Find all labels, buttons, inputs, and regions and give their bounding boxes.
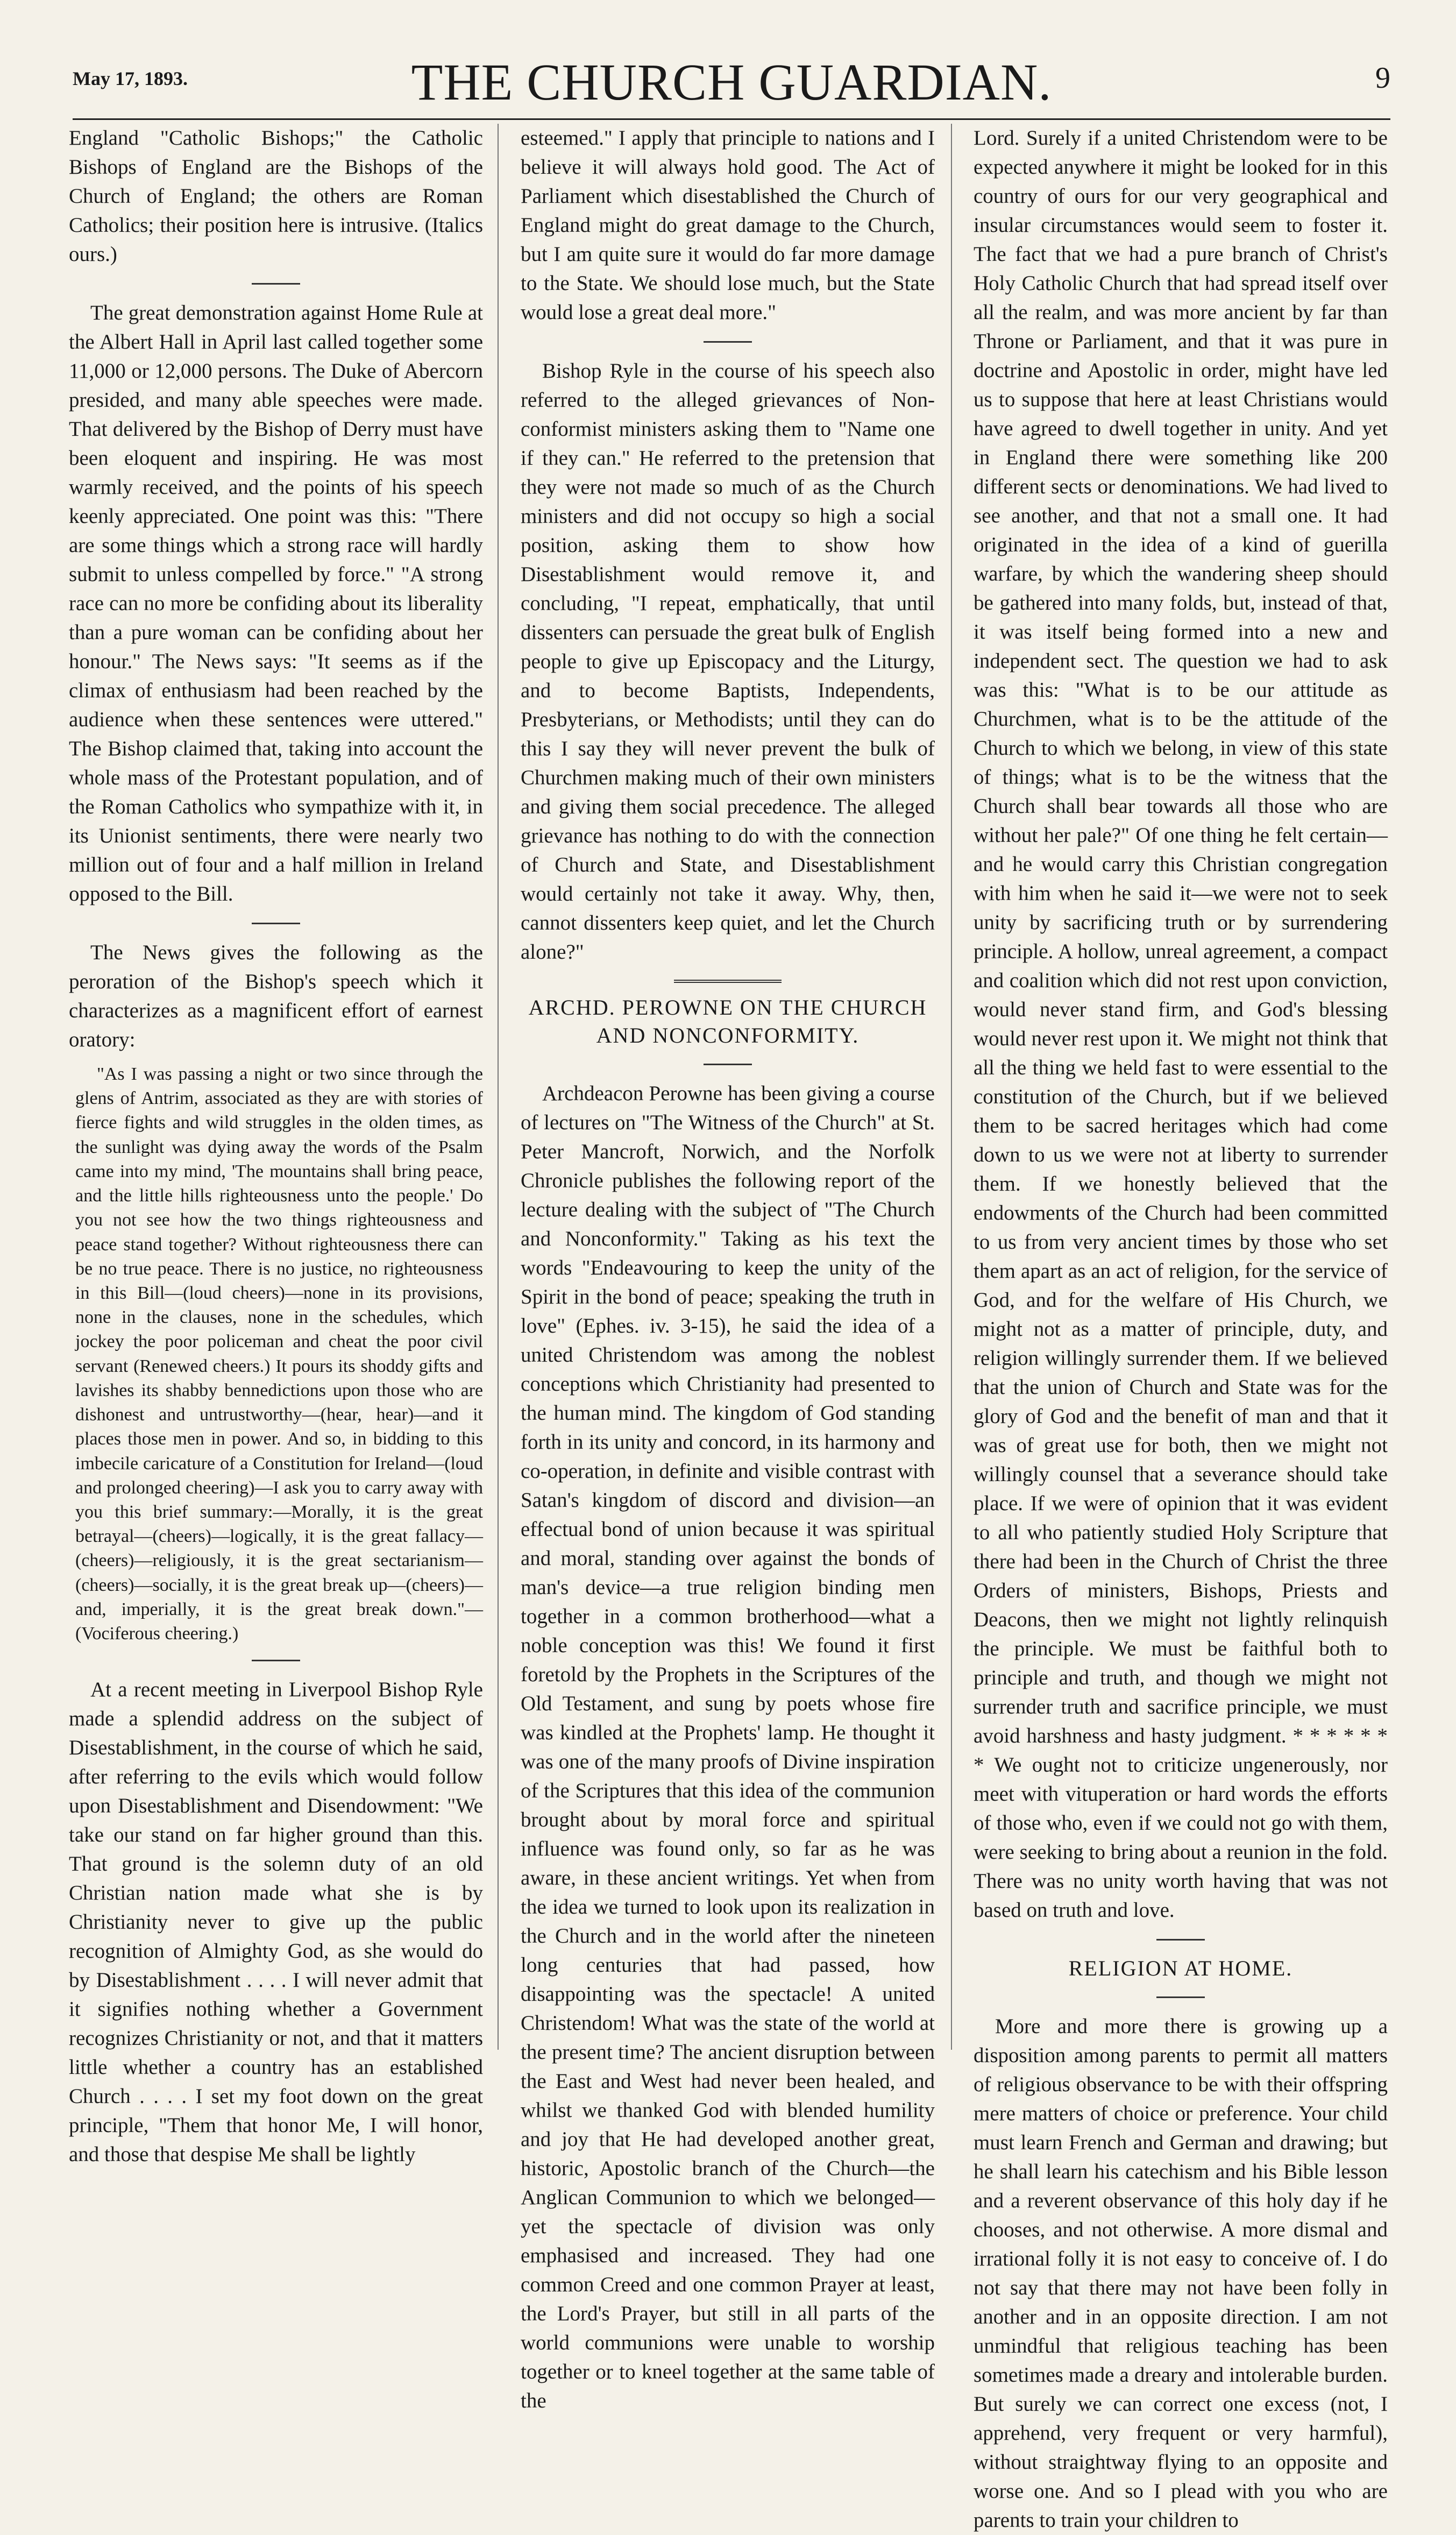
- quoted-peroration: "As I was passing a night or two since through the glens of Antrim, associated as they are with stories of fierce fights and wild struggles in the olden times, as the sunlight was dying away the words of the Psalm came into my mind, 'The mountains shall bring peace, and the little hills righteousness unto the people.' Do you not see how the two things righteousness and peace stand together? Without righteousness there can be no true peace. There is no justice, no righteousness in this Bill—(loud cheers)—none in its provisions, none in the clauses, none in the schedules, which jockey the poor policeman and cheat the poor civil servant (Renewed cheers.) It pours its shoddy gifts and lavishes its shabby bennedictions upon those who are dishonest and untrustworthy—(hear, hear)—and it places those men in power. And so, in bidding to this imbecile caricature of a Constitution for Ireland—(loud and prolonged cheering)—I ask you to carry away with you this brief summary:—Morally, it is the great betrayal—(cheers)—logically, it is the great fallacy—(cheers)—religiously, it is the great sectarianism—(cheers)—socially, it is the great break up—(cheers)—and, imperially, it is the great break down."—(Vociferous cheering.): [75, 1064, 483, 1644]
- article-heading: ARCHD. PEROWNE ON THE CHURCH AND NONCONFORMITY.: [528, 995, 927, 1047]
- issue-date: May 17, 1893.: [73, 68, 188, 89]
- paragraph: The great demonstration against Home Rule at the Albert Hall in April last called together some 11,000 or 12,000 persons. The Duke of Abercorn presided, and many able speeches were made. That delivered by the Bishop of Derry must have been eloquent and inspiring. He was most warmly received, and the points of his speech keenly appreciated. One point was this: "There are some things which a strong race will hardly submit to unless compelled by force." "A strong race can no more be confiding about its liberality than a pure woman can be confiding about her honour." The News says: "It seems as if the climax of enthusiasm had been reached by the audience when these sentences were uttered." The Bishop claimed that, taking into account the whole mass of the Protestant population, and of the Roman Catholics who sympathize with it, in its Unionist sentiments, there were nearly two million out of four and a half million in Ireland opposed to the Bill.: [69, 301, 483, 905]
- section-rule: [674, 980, 782, 983]
- column-rule: [951, 124, 952, 2050]
- separator: [704, 341, 752, 343]
- paragraph: At a recent meeting in Liverpool Bishop Ryle made a splendid address on the subject of Disestablishment, in the course of which he said, after referring to the evils which would follow upon Disestablishment and Disendowment: "We take our stand on far higher ground than this. That ground is the solemn duty of an old Christian nation made what she is by Christianity never to give up the public recognition of Almighty God, as she would do by Disestablishment . . . . I will never admit that it signifies nothing whether a Government recognizes Christianity or not, and that it matters little whether a country has an established Church . . . . I set my foot down on the great principle, "Them that honor Me, I will honor, and those that despise Me shall be lightly: [69, 1678, 483, 2166]
- separator: [252, 283, 300, 285]
- separator: [1156, 1996, 1205, 1998]
- page-number: 9: [1375, 61, 1390, 95]
- paragraph: Bishop Ryle in the course of his speech also referred to the alleged grievances of Non-conformist ministers asking them to "Name one if they can." He referred to the pretension that they were not made so much of as the Church ministers and did not occupy so high a social position, asking them to show how Disestablishment would remove it, and concluding, "I repeat, emphatically, that until dissenters can persuade the great bulk of English people to give up Episcopacy and the Liturgy, and to become Baptists, Independents, Presbyterians, or Methodists; until they can do this I say they will never prevent the bulk of Churchmen making much of their own ministers and giving them social precedence. The alleged grievance has nothing to do with the connection of Church and State, and Disestablishment would certainly not take it away. Why, then, cannot dissenters keep quiet, and let the Church alone?": [521, 359, 935, 964]
- separator: [704, 1064, 752, 1065]
- paragraph: Archdeacon Perowne has been giving a course of lectures on "The Witness of the Church" at St. Peter Mancroft, Norwich, and the Norfolk Chronicle publishes the following report of the lecture dealing with the subject of "The Church and Nonconformity." Taking as his text the words "Endeavouring to keep the unity of the Spirit in the bond of peace; speaking the truth in love" (Ephes. iv. 3-15), he said the idea of a united Christendom was among the noblest conceptions which Christianity had presented to the human mind. The kingdom of God standing forth in its unity and concord, in its harmony and co-operation, in definite and visible contrast with Satan's kingdom of discord and division—an effectual bond of union because it was spiritual and moral, standing over against the bonds of man's device—a true religion binding men together in a common brotherhood—what a noble conception was this! We found it first foretold by the Prophets in the Scriptures of the Old Testament, and sung by poets whose fire was kindled at the Prophets' lamp. He thought it was one of the many proofs of Divine inspiration of the Scriptures that this idea of the communion brought about by moral force and spiritual influence was found only, so far as he was aware, in these ancient writings. Yet when from the idea we turned to look upon its realization in the Church and in the world after the nineteen long centuries that had passed, how disappointing was the spectacle! A united Christendom! What was the state of the world at the present time? The ancient disruption between the East and West had never been healed, and whilst we thanked God with blended humility and joy that He had developed another great, historic, Apostolic branch of the Church—the Anglican Communion to which we belonged—yet the spectacle of division was only emphasised and increased. They had one common Creed and one common Prayer at least, the Lord's Prayer, but still in all parts of the world communions were unable to worship together or to kneel together at the same table of the: [521, 1082, 935, 2412]
- column-2: [521, 124, 935, 2412]
- separator: [252, 1660, 300, 1661]
- column-rule: [498, 124, 499, 2050]
- newspaper-title: THE CHURCH GUARDIAN.: [411, 53, 1052, 111]
- paragraph: Lord. Surely if a united Christendom were to be expected anywhere it might be looked for in this country of ours for our very geographical and insular circumstances would seem to foster it. The fact that we had a pure branch of Christ's Holy Catholic Church that had spread itself over all the realm, and was more ancient by far than Throne or Parliament, and that it was pure in doctrine and Apostolic in order, might have led us to suppose that here at least Christians would have agreed to dwell together in unity. And yet in England there were something like 200 different sects or denominations. We had lived to see another, and that not a small one. It had originated in the idea of a kind of guerilla warfare, by which the wandering sheep should be gathered into many folds, but, instead of that, it was itself being formed into a new and independent sect. The question we had to ask was this: "What is to be our attitude as Churchmen, what is to be the attitude of the Church to which we belong, in view of this state of things; what is to be the witness that the Church shall bear towards all those who are without her pale?" Of one thing he felt certain—and he would carry this Christian congregation with him when he said it—we were not to seek unity by sacrificing truth or by surrendering principle. A hollow, unreal agreement, a compact and coalition which did not rest upon conviction, would never stand firm, and God's blessing would never rest upon it. We might not think that all the thing we held fast to were essential to the constitution of the Church, but if we believed them to be sacred heritages which had come down to us we were not at liberty to surrender them. If we honestly believed that the endowments of the Church had been committed to us from very ancient times by those who set them apart as an act of religion, for the service of God, and for the welfare of His Church, we might not as a matter of principle, duty, and religion willingly surrender them. If we believed that the union of Church and State was for the glory of God and the benefit of man and that it was of great use for both, then we might not willingly counsel that a severance should take place. If we were of opinion that it was evident to all who patiently studied Holy Scripture that there had been in the Church of Christ the three Orders of ministers, Bishops, Priests and Deacons, then we might not lightly relinquish the principle. We must be faithful both to principle and truth, and though we might not surrender truth and sacrifice principle, we must avoid harshness and hasty judgment. * * * * * * * We ought not to criticize ungenerously, nor meet with vituperation or hard words the efforts of those who, even if we could not go with them, were seeking to bring about a reunion in the fold. There was no unity worth having that was not based on truth and love.: [974, 126, 1388, 1922]
- separator: [1156, 1939, 1205, 1941]
- column-1: [69, 124, 483, 2166]
- article-heading: RELIGION AT HOME.: [1068, 1956, 1293, 1980]
- paragraph: England "Catholic Bishops;" the Catholic Bishops of England are the Bishops of the Church of England; the others are Roman Catholics; their position here is intrusive. (Italics ours.): [69, 126, 483, 266]
- column-3: [974, 124, 1388, 2532]
- paragraph: esteemed." I apply that principle to nations and I believe it will always hold good. The Act of Parliament which disestablished the Church of England might do great damage to the Church, but I am quite sure it would do far more damage to the State. We should lose much, but the State would lose a great deal more.": [521, 126, 935, 324]
- separator: [252, 923, 300, 924]
- paragraph: The News gives the following as the peroration of the Bishop's speech which it characterizes as a magnificent effort of earnest oratory:: [69, 941, 483, 1051]
- paragraph: More and more there is growing up a disposition among parents to permit all matters of religious observance to be with their offspring mere matters of choice or preference. Your child must learn French and German and drawing; but he shall learn his catechism and his Bible lesson and a reverent observance of this holy day if he chooses, and not otherwise. A more dismal and irrational folly it is not easy to conceive of. I do not say that there may not have been folly in another and in an opposite direction. I am not unmindful that religious teaching has been sometimes made a dreary and intolerable burden. But surely we can correct one excess (not, I apprehend, very frequent or very harmful), without straightway flying to an opposite and worse one. And so I plead with you who are parents to train your children to: [974, 2015, 1388, 2532]
- masthead: [73, 46, 1390, 120]
